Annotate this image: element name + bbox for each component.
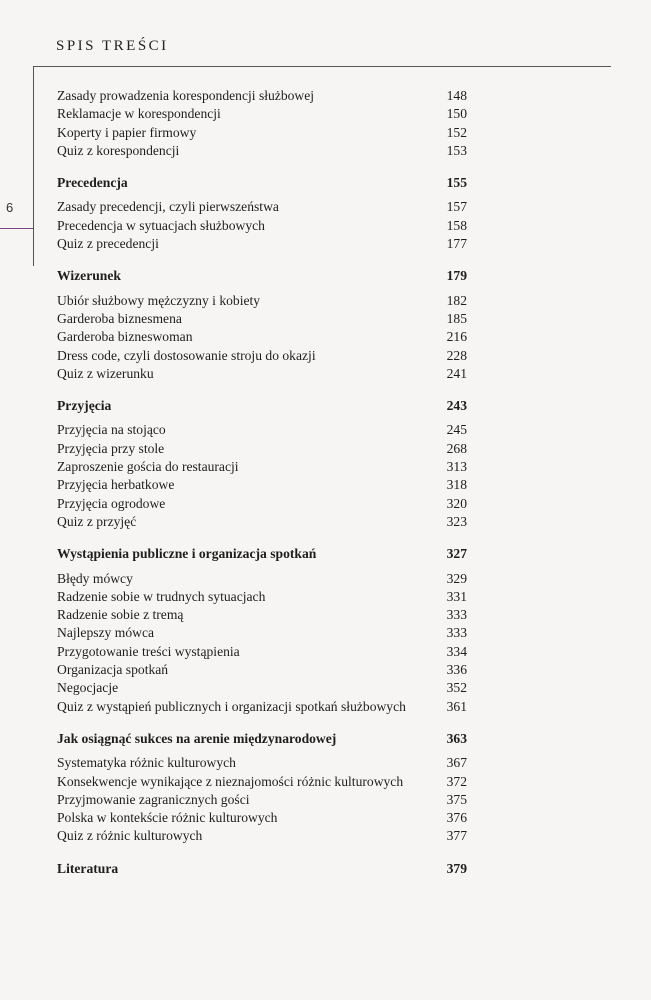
entry-label: Negocjacje [57,680,119,696]
toc-entry [57,124,467,142]
entry-page: 216 [446,329,467,345]
header-rule [33,66,611,67]
entry-label: Quiz z wystąpień publicznych i organizacji spotkań służbowych [57,698,406,714]
toc-entry [57,87,467,105]
toc-entry [57,235,467,253]
toc-entry [57,643,467,661]
entry-label: Systematyka różnic kulturowych [57,755,236,771]
entry-page: 336 [446,662,467,678]
section-heading [57,174,467,192]
entry-label: Radzenie sobie w trudnych sytuacjach [57,588,266,604]
entry-label: Przyjęcia na stojąco [57,422,166,438]
section-title: Przyjęcia [57,398,112,414]
entry-label: Quiz z precedencji [57,236,159,252]
entry-page: 323 [446,513,467,529]
entry-page: 372 [446,773,467,789]
section-page: 179 [446,268,467,284]
entry-label: Koperty i papier firmowy [57,124,197,140]
section-page: 379 [446,860,467,876]
entry-label: Błędy mówcy [57,570,133,586]
entry-label: Przyjęcia herbatkowe [57,477,175,493]
toc-entry [57,292,467,310]
entry-page: 333 [446,625,467,641]
entry-page: 352 [446,680,467,696]
entry-label: Polska w kontekście różnic kulturowych [57,810,278,826]
entry-page: 152 [446,124,467,140]
entry-label: Zasady precedencji, czyli pierwszeństwa [57,199,279,215]
entry-label: Organizacja spotkań [57,662,169,678]
toc-entry [57,458,467,476]
page-title: SPIS TREŚCI [56,38,169,54]
entry-page: 177 [446,236,467,252]
toc-entry [57,310,467,328]
entry-page: 333 [446,607,467,623]
margin-rule [33,66,34,266]
toc-entry [57,827,467,845]
toc-entry [57,105,467,123]
entry-label: Ubiór służbowy mężczyzny i kobiety [57,292,261,308]
toc-entry [57,679,467,697]
entry-label: Precedencja w sytuacjach służbowych [57,217,265,233]
toc-section [57,87,467,160]
section-title: Jak osiągnąć sukces na arenie międzynarodowej [57,730,337,746]
toc-entry [57,791,467,809]
toc-entry [57,217,467,235]
toc-entry [57,570,467,588]
toc-section [57,397,467,531]
toc-entry [57,588,467,606]
entry-page: 228 [446,347,467,363]
toc-entry [57,440,467,458]
entry-label: Zasady prowadzenia korespondencji służbowej [57,88,315,103]
toc-entry [57,142,467,160]
page-number-rule [0,228,33,229]
entry-label: Przyjmowanie zagranicznych gości [57,791,250,807]
toc-entry [57,661,467,679]
toc-entry [57,347,467,365]
toc-entry [57,476,467,494]
entry-page: 150 [446,106,467,122]
entry-page: 329 [446,570,467,586]
toc-entry [57,754,467,772]
entry-label: Konsekwencje wynikające z nieznajomości różnic kulturowych [57,773,404,789]
toc-section [57,545,467,716]
toc-entry [57,809,467,827]
entry-page: 377 [446,828,467,844]
toc-entry [57,773,467,791]
entry-label: Garderoba biznesmena [57,310,182,326]
table-of-contents [57,87,467,884]
section-page: 327 [446,546,467,562]
entry-page: 376 [446,810,467,826]
entry-label: Przyjęcia ogrodowe [57,495,166,511]
section-title: Precedencja [57,175,128,191]
toc-section [57,860,467,878]
section-page: 243 [446,398,467,414]
entry-label: Najlepszy mówca [57,625,155,641]
section-page: 155 [446,175,467,191]
entry-page: 320 [446,495,467,511]
entry-page: 331 [446,588,467,604]
entry-page: 157 [446,199,467,215]
section-heading [57,730,467,748]
entry-page: 153 [446,142,467,158]
toc-entry [57,513,467,531]
entry-page: 361 [446,698,467,714]
toc-entry [57,698,467,716]
section-title: Wystąpienia publiczne i organizacja spotkań [57,546,317,562]
entry-label: Radzenie sobie z tremą [57,607,184,623]
toc-section [57,267,467,383]
section-heading [57,397,467,415]
page-number: 6 [6,200,14,215]
entry-page: 158 [446,217,467,233]
entry-label: Dress code, czyli dostosowanie stroju do okazji [57,347,316,363]
entry-label: Quiz z przyjęć [57,513,137,529]
entry-label: Zaproszenie gościa do restauracji [57,459,239,475]
section-heading [57,545,467,563]
entry-label: Quiz z wizerunku [57,365,154,381]
section-heading [57,267,467,285]
toc-entry [57,495,467,513]
toc-entry [57,198,467,216]
toc-entry [57,624,467,642]
entry-page: 185 [446,310,467,326]
entry-label: Przyjęcia przy stole [57,440,165,456]
toc-entry [57,328,467,346]
entry-page: 313 [446,459,467,475]
toc-entry [57,421,467,439]
toc-section [57,730,467,846]
entry-label: Quiz z różnic kulturowych [57,828,203,844]
entry-page: 241 [446,365,467,381]
entry-page: 268 [446,440,467,456]
entry-page: 334 [446,643,467,659]
toc-entry [57,606,467,624]
entry-label: Garderoba bizneswoman [57,329,193,345]
section-page: 363 [446,730,467,746]
entry-label: Quiz z korespondencji [57,142,180,158]
entry-label: Przygotowanie treści wystąpienia [57,643,240,659]
toc-entry [57,365,467,383]
toc-section [57,174,467,253]
entry-page: 245 [446,422,467,438]
entry-page: 182 [446,292,467,308]
section-title: Wizerunek [57,268,121,284]
entry-label: Reklamacje w korespondencji [57,106,221,122]
entry-page: 367 [446,755,467,771]
entry-page: 375 [446,791,467,807]
entry-page: 148 [446,88,467,103]
section-title: Literatura [57,860,119,876]
section-heading [57,860,467,878]
entry-page: 318 [446,477,467,493]
